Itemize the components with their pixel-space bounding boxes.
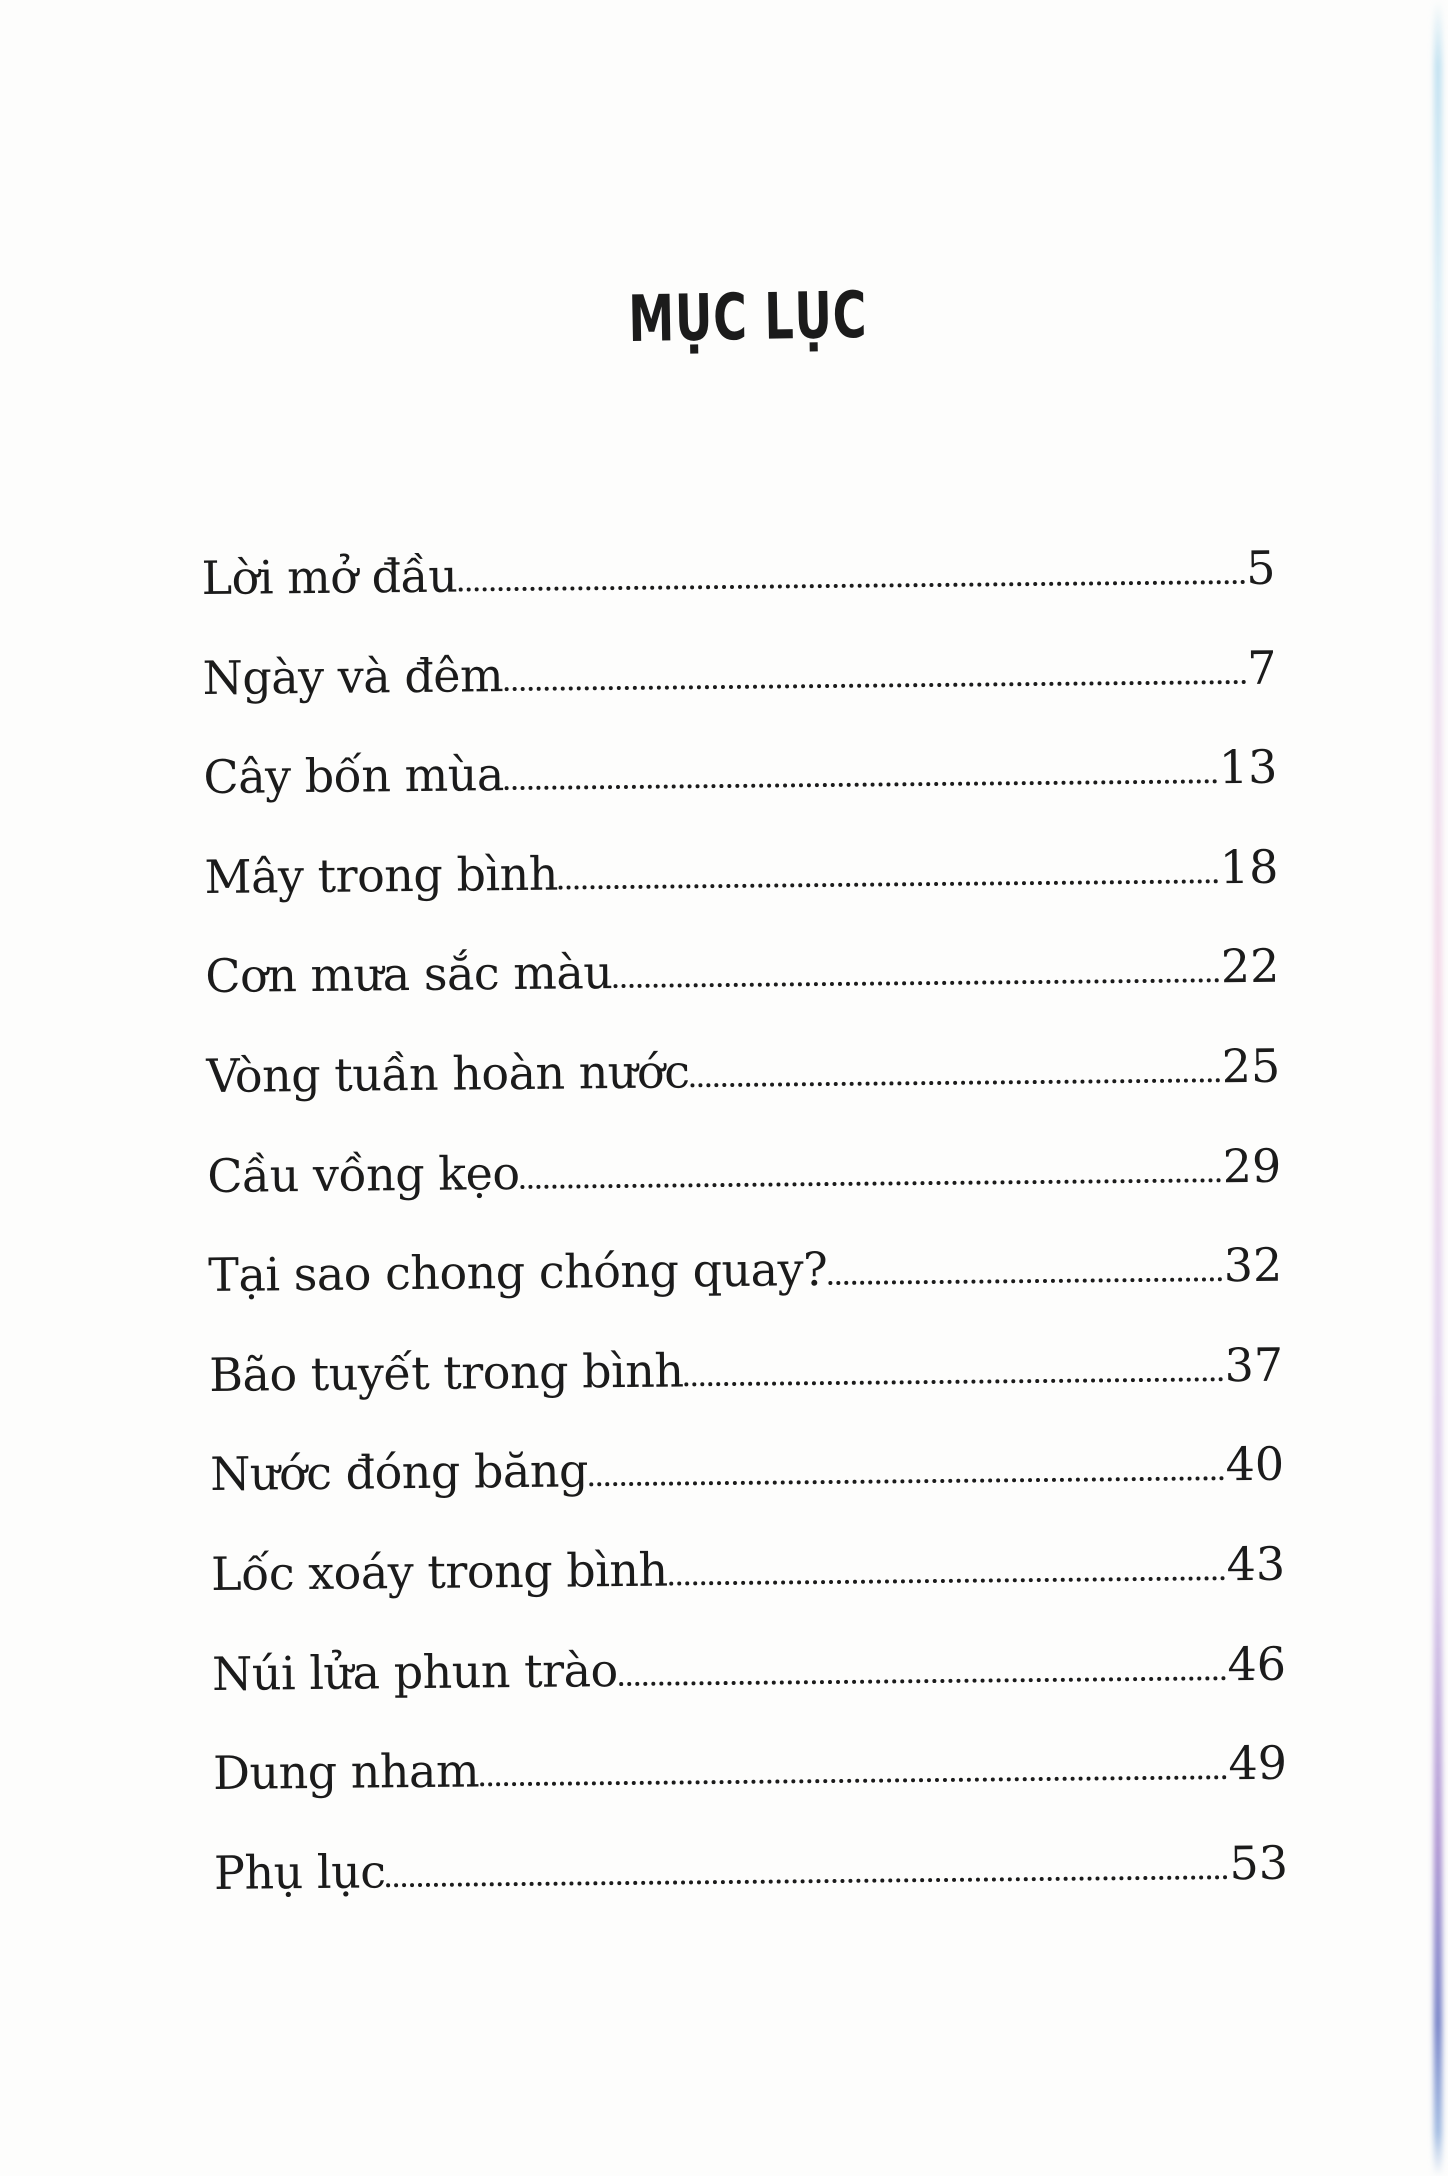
toc-entry-label: Cơn mưa sắc màu — [205, 945, 613, 1004]
dot-leader — [504, 680, 1246, 691]
toc-entry-page: 29 — [1222, 1138, 1282, 1193]
toc-entry — [210, 1436, 1285, 1546]
toc-entry-page: 22 — [1220, 939, 1280, 994]
table-of-contents — [201, 540, 1288, 1945]
toc-entry-page: 7 — [1246, 640, 1277, 695]
dot-leader — [685, 1377, 1224, 1386]
dot-leader — [691, 1078, 1221, 1087]
toc-entry-label: Cầu vồng kẹo — [207, 1145, 520, 1203]
dot-leader — [559, 879, 1219, 889]
dot-leader — [458, 580, 1245, 592]
toc-entry — [212, 1635, 1287, 1745]
toc-entry-page: 32 — [1223, 1237, 1283, 1293]
dot-leader — [589, 1477, 1225, 1487]
dot-leader — [828, 1277, 1222, 1285]
toc-entry — [201, 540, 1276, 650]
toc-entry-page: 37 — [1224, 1337, 1284, 1392]
dot-leader — [521, 1178, 1222, 1189]
toc-entry-page: 5 — [1245, 540, 1276, 596]
toc-entry — [204, 838, 1279, 948]
scan-edge-gradient — [1434, 0, 1442, 2176]
dot-leader — [669, 1576, 1226, 1585]
toc-entry-label: Lời mở đầu — [201, 548, 458, 606]
toc-entry-label: Phụ lục — [213, 1844, 386, 1900]
toc-entry-label: Cây bốn mùa — [203, 747, 504, 805]
toc-entry — [209, 1336, 1284, 1446]
dot-leader — [619, 1676, 1227, 1686]
toc-entry-label: Núi lửa phun trào — [211, 1642, 618, 1701]
toc-entry — [202, 639, 1277, 749]
dot-leader — [387, 1875, 1229, 1887]
toc-entry — [214, 1834, 1289, 1944]
page-title-text: MỤC LỤC — [627, 278, 869, 358]
toc-entry-label: Nước đóng băng — [209, 1443, 589, 1502]
toc-entry-label: Vòng tuần hoàn nước — [206, 1044, 690, 1103]
toc-entry — [211, 1536, 1286, 1646]
page-title — [208, 277, 1289, 360]
toc-entry — [213, 1735, 1288, 1845]
toc-entry — [203, 739, 1278, 849]
toc-entry-label: Bão tuyết trong bình — [208, 1343, 684, 1402]
dot-leader — [505, 779, 1218, 790]
toc-entry-page: 25 — [1221, 1038, 1281, 1094]
toc-entry — [205, 938, 1280, 1048]
dot-leader — [480, 1775, 1227, 1786]
toc-entry — [207, 1137, 1282, 1247]
toc-entry-page: 43 — [1226, 1536, 1286, 1592]
toc-entry-page: 49 — [1228, 1735, 1288, 1791]
toc-entry-label: Ngày và đêm — [202, 647, 504, 705]
toc-entry-label: Dung nham — [212, 1743, 480, 1801]
toc-entry-page: 46 — [1227, 1636, 1287, 1691]
toc-entry — [206, 1038, 1281, 1148]
toc-entry-page: 13 — [1218, 739, 1278, 795]
toc-entry-label: Tại sao chong chóng quay? — [208, 1242, 828, 1303]
dot-leader — [614, 979, 1220, 989]
toc-entry-label: Lốc xoáy trong bình — [210, 1542, 668, 1601]
toc-entry-page: 18 — [1219, 839, 1279, 895]
toc-entry-page: 53 — [1229, 1835, 1289, 1890]
toc-entry-page: 40 — [1225, 1437, 1285, 1492]
toc-entry-label: Mây trong bình — [204, 846, 559, 904]
toc-entry — [208, 1237, 1283, 1347]
